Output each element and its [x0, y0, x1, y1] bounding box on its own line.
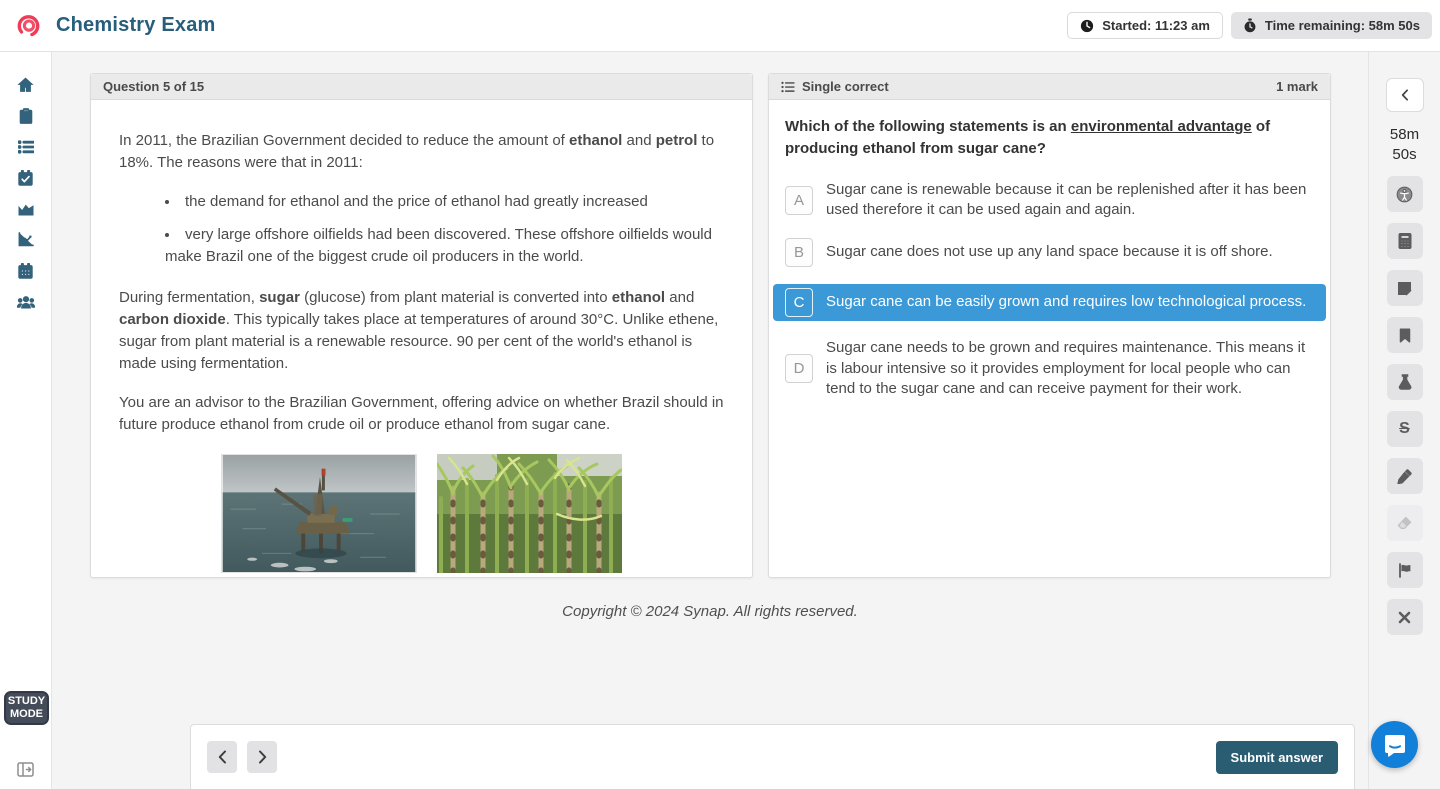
answer-option-a[interactable]	[785, 180, 1314, 221]
close-icon	[1398, 611, 1411, 624]
started-badge-label: Started: 11:23 am	[1102, 18, 1210, 33]
users-icon	[17, 295, 35, 309]
answer-option-b[interactable]	[785, 238, 1314, 267]
next-question-button[interactable]	[247, 741, 277, 773]
strikethrough-button[interactable]	[1387, 411, 1423, 447]
question-panel	[90, 73, 753, 578]
expand-panel-icon	[17, 761, 34, 778]
next-arrow-icon	[258, 750, 267, 764]
chat-launcher-button[interactable]	[1371, 721, 1418, 768]
top-header	[0, 0, 1440, 52]
bookmark-button[interactable]	[1387, 317, 1423, 353]
copyright-text: Copyright © 2024 Synap. All rights reserved.	[562, 603, 858, 620]
sidebar-item-home[interactable]	[10, 69, 42, 100]
area-chart-icon	[18, 202, 34, 216]
synap-logo-icon[interactable]	[0, 12, 56, 40]
prev-arrow-icon	[218, 750, 227, 764]
list-icon	[18, 140, 34, 154]
home-icon	[17, 77, 34, 93]
submit-answer-button[interactable]: Submit answer	[1216, 741, 1338, 774]
answer-option-c[interactable]	[773, 284, 1326, 321]
calendar-check-icon	[18, 170, 33, 186]
collapse-chevron-icon	[1401, 89, 1409, 101]
question-panel-header	[91, 74, 752, 100]
eraser-icon	[1397, 516, 1412, 530]
answer-question-text: Which of the following statements is an environmental advantage of producing ethanol from sugar cane?	[785, 118, 1271, 157]
time-remaining-label: Time remaining: 58m 50s	[1264, 18, 1420, 33]
sidebar-item-analytics[interactable]	[10, 224, 42, 255]
bookmark-icon	[1399, 328, 1411, 343]
question-bullet: • the demand for ethanol and the price of ethanol had greatly increased	[165, 191, 724, 213]
sidebar-item-results[interactable]	[10, 193, 42, 224]
offshore-oil-rig-photo	[221, 454, 417, 573]
flag-icon	[1398, 563, 1412, 578]
clock-icon	[1080, 19, 1094, 33]
timer-seconds: 50s	[1392, 146, 1417, 163]
collapse-panel-button[interactable]	[1386, 78, 1424, 112]
answer-panel	[768, 73, 1331, 578]
expand-panel-toggle[interactable]	[17, 761, 34, 783]
flag-question-button[interactable]	[1387, 552, 1423, 588]
pencil-icon	[1397, 469, 1412, 484]
accessibility-icon	[1396, 186, 1413, 203]
lab-values-button[interactable]	[1387, 364, 1423, 400]
option-text: Sugar cane does not use up any land space because it is off shore.	[826, 243, 1273, 261]
accessibility-button[interactable]	[1387, 176, 1423, 212]
options-list	[785, 180, 1314, 400]
option-text: Sugar cane needs to be grown and requires maintenance. This means it is labour intensive so it provides employment for local people who can tend to the sugar cane and can receive payment for their work.	[826, 338, 1306, 398]
stopwatch-icon	[1243, 18, 1257, 33]
clipboard-icon	[19, 108, 33, 124]
bottom-action-bar	[190, 724, 1355, 789]
sidebar-item-calendar[interactable]	[10, 255, 42, 286]
timer-minutes: 58m	[1389, 126, 1420, 143]
highlighter-pen-button[interactable]	[1387, 458, 1423, 494]
option-text: Sugar cane is renewable because it can be replenished after it has been used therefore it can be used again and again.	[826, 180, 1307, 219]
question-type-label: Single correct	[802, 79, 889, 94]
study-mode-badge: STUDY MODE	[4, 691, 49, 725]
question-paragraph-2: During fermentation, sugar (glucose) from plant material is converted into ethanol and carbon dioxide. This typically takes place at temperatures of around 30°C. Unlike ethene, sugar from plant material is a renewable resource. 90 per cent of the world's ethanol is made using fermentation.	[119, 289, 719, 373]
option-letter: D	[785, 354, 813, 383]
page-title: Chemistry Exam	[56, 14, 216, 36]
option-letter: C	[785, 288, 813, 317]
strikethrough-icon: S	[1399, 420, 1410, 437]
sidebar-item-users[interactable]	[10, 286, 42, 317]
sugar-cane-photo	[437, 454, 622, 573]
question-paragraph-1: In 2011, the Brazilian Government decided to reduce the amount of ethanol and petrol to 18%. The reasons were that in 2011:	[119, 132, 715, 172]
calculator-icon	[1398, 233, 1412, 249]
option-text: Sugar cane can be easily grown and requires low technological process.	[826, 293, 1307, 311]
question-bullet-list	[119, 191, 724, 268]
close-exam-button[interactable]	[1387, 599, 1423, 635]
sidebar-item-list[interactable]	[10, 131, 42, 162]
notes-icon	[1397, 281, 1412, 296]
question-counter: Question 5 of 15	[103, 79, 205, 94]
previous-question-button[interactable]	[207, 741, 237, 773]
marks-label: 1 mark	[1276, 79, 1318, 94]
sidebar-item-scheduled[interactable]	[10, 162, 42, 193]
flask-icon	[1398, 374, 1412, 390]
answer-option-d[interactable]	[785, 338, 1314, 400]
left-sidebar	[0, 52, 52, 789]
answer-panel-header	[769, 74, 1330, 100]
time-remaining-badge	[1231, 12, 1432, 39]
line-chart-icon	[18, 232, 34, 247]
sidebar-item-exams[interactable]	[10, 100, 42, 131]
right-toolbar	[1368, 52, 1440, 789]
option-letter: A	[785, 186, 813, 215]
timer-display	[1390, 125, 1419, 165]
option-letter: B	[785, 238, 813, 267]
notes-button[interactable]	[1387, 270, 1423, 306]
question-paragraph-3: You are an advisor to the Brazilian Government, offering advice on whether Brazil should in future produce ethanol from crude oil or produce ethanol from sugar cane.	[119, 394, 724, 434]
eraser-button[interactable]	[1387, 505, 1423, 541]
calculator-button[interactable]	[1387, 223, 1423, 259]
list-icon	[781, 81, 795, 93]
question-bullet: • very large offshore oilfields had been discovered. These offshore oilfields would make Brazil one of the biggest crude oil producers in the world.	[165, 224, 724, 268]
calendar-icon	[18, 263, 33, 279]
started-badge	[1067, 12, 1223, 39]
chat-bubble-icon	[1383, 733, 1407, 757]
